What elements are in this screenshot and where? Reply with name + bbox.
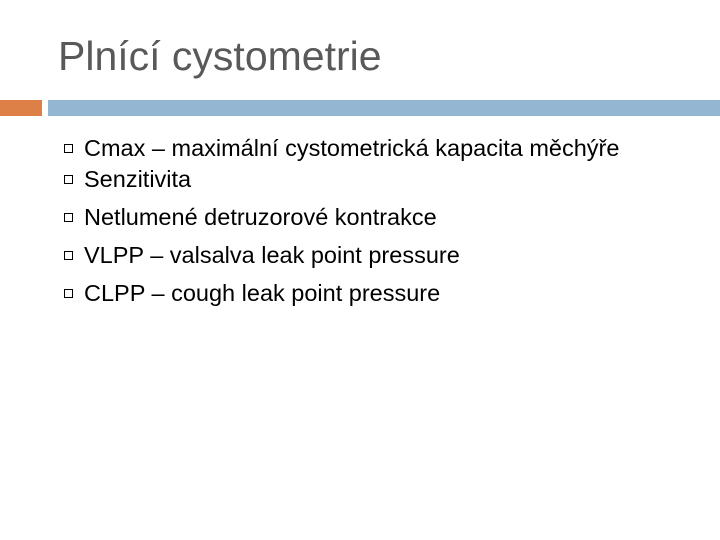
bullet-item-cmax <box>64 134 684 162</box>
title-underline-rule <box>48 100 720 116</box>
bullet-text: VLPP – valsalva leak point pressure <box>84 242 460 268</box>
bullet-text: Netlumené detruzorové kontrakce <box>84 204 437 230</box>
bullet-item-kontrakce <box>64 203 684 231</box>
hollow-square-icon <box>64 144 73 153</box>
slide-title: Plnící cystometrie <box>58 33 382 79</box>
title-accent-rule <box>0 100 42 116</box>
bullet-text: Cmax – maximální cystometrická kapacita měchýře <box>84 135 620 161</box>
hollow-square-icon <box>64 289 73 298</box>
hollow-square-icon <box>64 251 73 260</box>
bullet-item-vlpp <box>64 241 684 269</box>
bullet-text: Senzitivita <box>84 166 192 192</box>
bullet-item-senzitivita <box>64 165 684 193</box>
hollow-square-icon <box>64 175 73 184</box>
bullet-item-clpp <box>64 279 684 307</box>
hollow-square-icon <box>64 213 73 222</box>
bullet-text: CLPP – cough leak point pressure <box>84 280 441 306</box>
bullet-list <box>64 134 684 317</box>
